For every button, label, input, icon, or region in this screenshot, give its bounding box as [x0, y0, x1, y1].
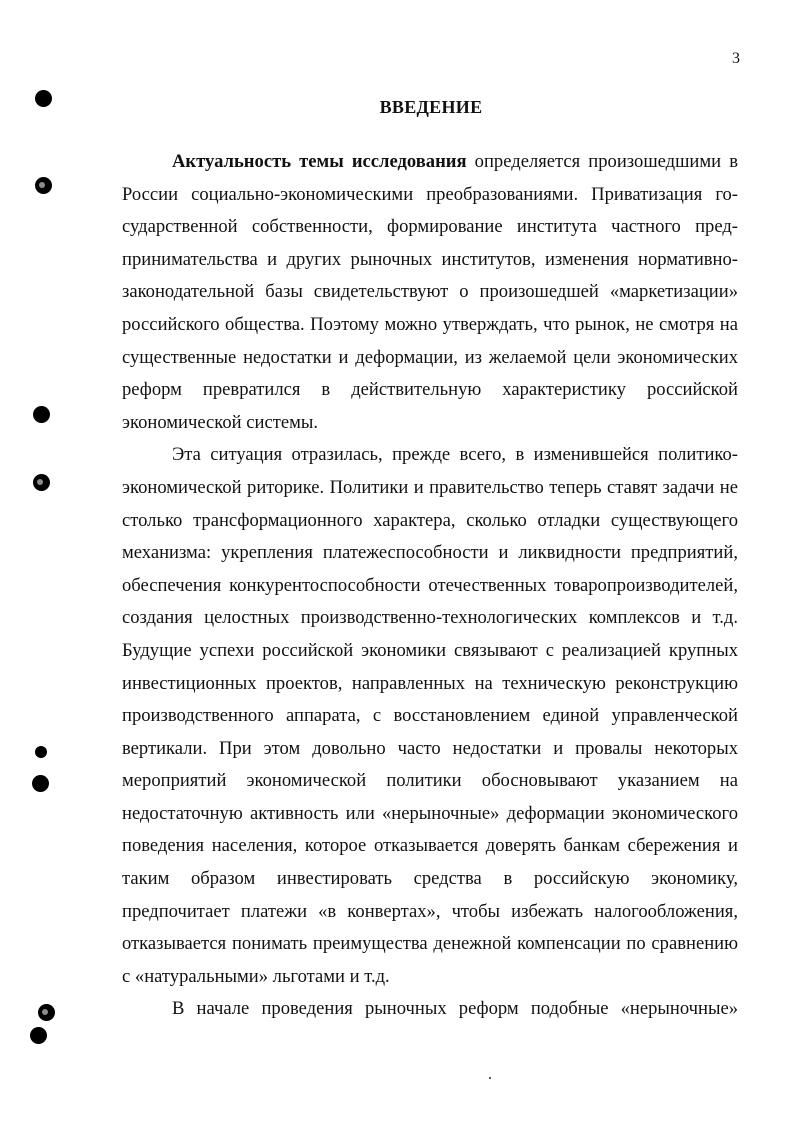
paragraph-3 — [122, 993, 738, 1026]
paragraph-2 — [122, 439, 738, 993]
paragraph-lead: Актуальность темы исследования — [172, 151, 467, 172]
paragraph-1 — [122, 146, 738, 439]
punch-hole — [35, 177, 52, 194]
punch-hole — [35, 90, 52, 107]
body-text — [122, 146, 738, 1026]
page-title: ВВЕДЕНИЕ — [379, 97, 483, 117]
punch-hole — [33, 406, 50, 423]
punch-hole — [38, 1004, 55, 1021]
punch-hole — [35, 746, 47, 758]
paragraph-text: В начале проведения рыночных реформ подобные «нерыночные» — [172, 998, 738, 1020]
paragraph-text: Эта ситуация отразилась, прежде всего, в изменившейся политико-экономической риторике. Политики и правительство теперь ставят задачи не столько трансформационного характера, сколько отладки существующего механизма: укрепления платежеспособности и ликвидности предприятий, обеспечения конкурентоспособности отечественных товаропроизводителей, создания целостных производственно-технологических комплексов и т.д. Будущие успехи российской экономики связывают с реализацией крупных инвестиционных проектов, направленных на техническую реконструкцию производственного аппарата, с восстановлением единой управленческой вертикали. При этом довольно часто недостатки и провалы некоторых мероприятий экономической политики обосновывают указанием на недостаточную активность или «нерыночные» деформации экономического поведения населения, которое отказывается доверять банкам сбережения и таким образом инвестировать средства в российскую экономику, предпочитает платежи «в конвертах», чтобы избежать налогообложения, отказывается понимать преимущества денежной компенсации по сравнению с «натуральными» льготами и т.д. — [122, 444, 738, 987]
punch-hole — [30, 1027, 47, 1044]
page-number: 3 — [732, 50, 740, 67]
scan-speck — [489, 1077, 491, 1079]
punch-hole — [32, 775, 49, 792]
punch-hole — [33, 474, 50, 491]
paragraph-text: определяется произошедшими в России социально-экономическими преобразованиями. Приватизация государственной собственности, формирование института частного предпринимательства и других рыночных институтов, изменения нормативно-законодательной базы свидетельствуют о произошедшей «маркетизации» российского общества. Поэтому можно утверждать, что рынок, не смотря на существенные недостатки и деформации, из желаемой цели экономических реформ превратился в действительную характеристику российской экономической системы. — [122, 151, 738, 433]
